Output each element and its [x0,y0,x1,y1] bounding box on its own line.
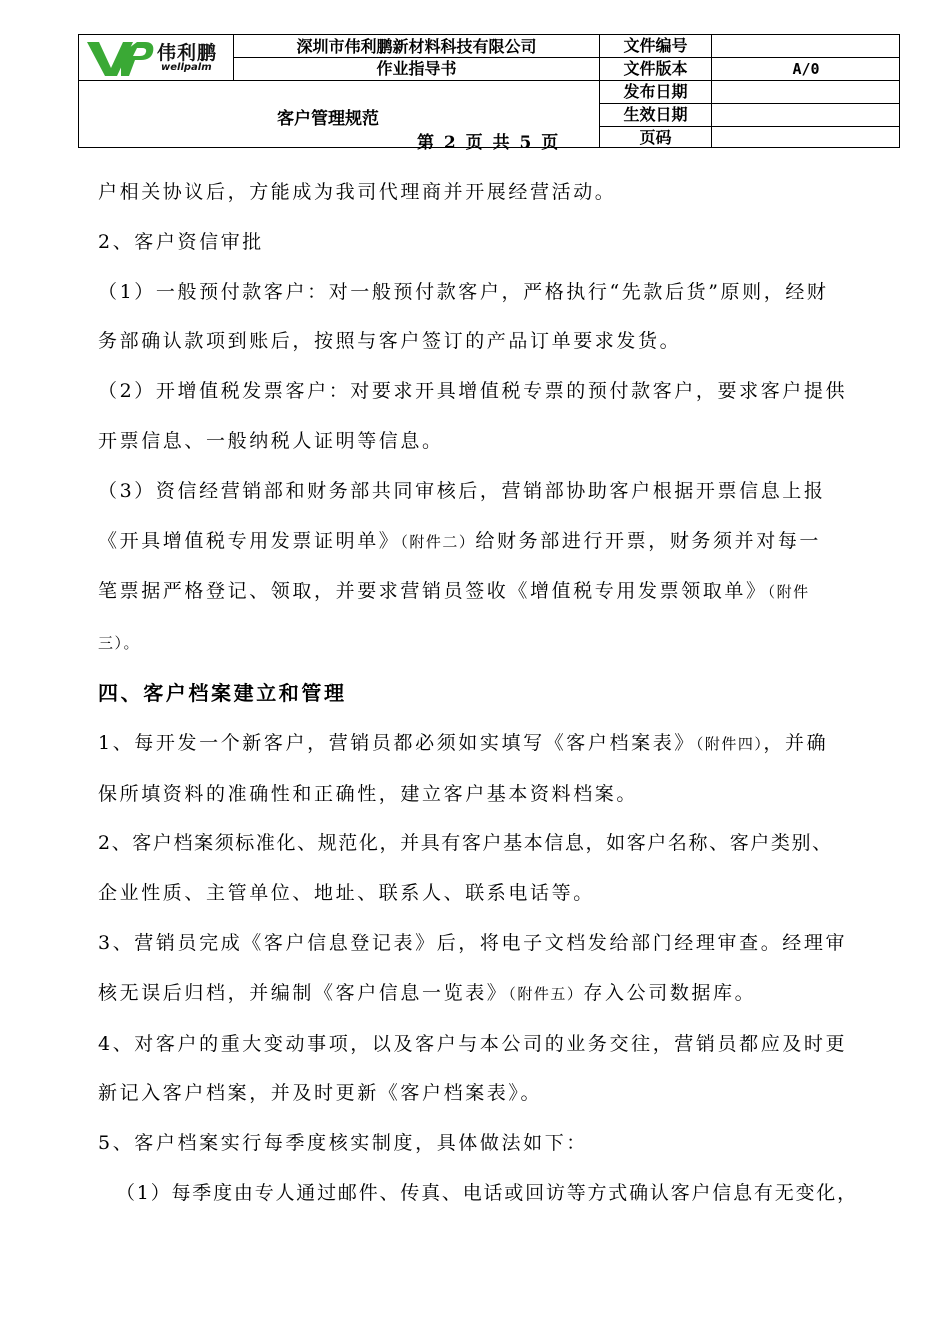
value-file-number [712,35,900,57]
text-run: 存入公司数据库。 [583,981,757,1004]
paragraph-line: （3）资信经营销部和财务部共同审核后，营销部协助客户根据开票信息上报 [98,479,826,502]
attachment-note: （附件五） [508,984,584,1003]
paragraph-line: 3、营销员完成《客户信息登记表》后，将电子文档发给部门经理审查。经理审 [98,931,848,954]
text-run: 笔票据严格登记、领取，并要求营销员签收《增值税专用发票领取单》 [98,580,768,603]
paragraph-line: （1）一般预付款客户：对一般预付款客户，严格执行“先款后货”原则，经财 [98,280,829,303]
attachment-note: 三）。 [98,634,141,653]
page-info: 第 2 页 共 5 页 [417,133,561,153]
document-body [98,168,898,1219]
logo-english-name: wellpalm [161,62,212,73]
label-effective-date: 生效日期 [623,105,688,124]
document-title: 客户管理规范 [277,109,379,129]
value-file-version: A/0 [792,60,820,78]
paragraph-line: （2）开增值税发票客户：对要求开具增值税专票的预付款客户，要求客户提供 [98,380,848,403]
company-logo [79,35,233,80]
label-file-version: 文件版本 [623,59,688,78]
paragraph-line: 开票信息、一般纳税人证明等信息。 [98,429,444,452]
paragraph-line: 5、客户档案实行每季度核实制度，具体做法如下： [98,1132,588,1155]
paragraph-line: 户相关协议后，方能成为我司代理商并开展经营活动。 [98,181,617,203]
document-header-table [78,34,900,153]
attachment-note: （附件二） [400,532,476,551]
section-subheading: 2、客户资信审批 [98,230,264,253]
logo-chinese-name: 伟利鹏 [157,42,218,64]
paragraph-line: 4、对客户的重大变动事项，以及客户与本公司的业务交往，营销员都应及时更 [98,1032,848,1055]
text-run: 核无误后归档，并编制《客户信息一览表》 [98,981,509,1004]
paragraph-line [98,969,898,1020]
label-file-number: 文件编号 [623,36,688,55]
paragraph-line [98,618,898,669]
section-heading: 四、客户档案建立和管理 [98,680,347,705]
paragraph-line [98,517,898,568]
paragraph-line [98,719,898,770]
label-release-date: 发布日期 [623,82,688,101]
company-name: 深圳市伟利鹏新材料科技有限公司 [296,37,537,56]
paragraph-line: 保所填资料的准确性和正确性，建立客户基本资料档案。 [98,782,639,805]
divider [79,80,599,81]
paragraph-line: （1）每季度由专人通过邮件、传真、电话或回访等方式确认客户信息有无变化， [116,1181,858,1204]
text-run: ，并确 [763,731,829,754]
document-type: 作业指导书 [376,59,457,78]
paragraph-line: 务部确认款项到账后，按照与客户签订的产品订单要求发货。 [98,330,682,353]
attachment-note: （附件 [767,583,810,602]
value-effective-date [712,104,900,126]
paragraph-line: 企业性质、主管单位、地址、联系人、联系电话等。 [98,882,595,905]
text-run: 给财务部进行开票，财务须并对每一 [475,529,822,552]
paragraph-line: 2、客户档案须标准化、规范化，并具有客户基本信息，如客户名称、客户类别、 [98,832,833,855]
value-release-date [712,81,900,103]
attachment-note: （附件四） [695,734,764,753]
wellpalm-logo-icon [85,38,157,78]
label-page-number: 页码 [639,128,672,147]
text-run: 1、每开发一个新客户，营销员都必须如实填写《客户档案表》 [98,731,696,754]
paragraph-line: 新记入客户档案，并及时更新《客户档案表》。 [98,1082,543,1105]
text-run: 《开具增值税专用发票证明单》 [98,529,401,552]
value-page-number [712,127,900,148]
paragraph-line [98,567,898,618]
